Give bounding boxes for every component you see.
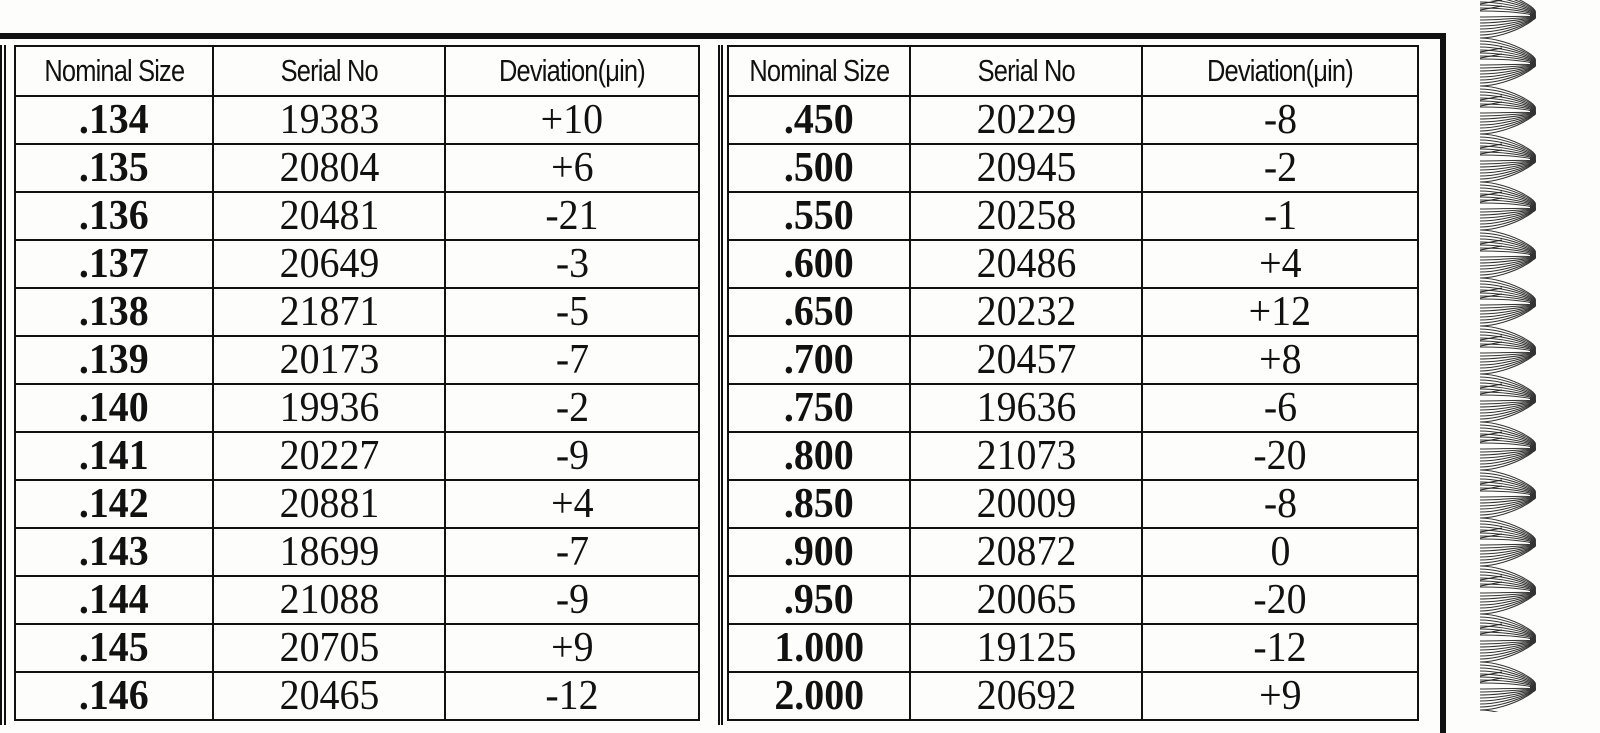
nominal-size-cell: .950: [728, 576, 910, 624]
serial-no-cell: 19125: [910, 624, 1142, 672]
deviation-cell: -3: [445, 240, 699, 288]
header-nominal-size: Nominal Size: [728, 46, 910, 96]
deviation-cell: -7: [445, 336, 699, 384]
header-deviation: Deviation(μin): [445, 46, 699, 96]
table-row: [728, 432, 1418, 480]
nominal-size-cell: .700: [728, 336, 910, 384]
table-row: [15, 144, 699, 192]
nominal-size-cell: .137: [15, 240, 213, 288]
table-row: [728, 288, 1418, 336]
serial-no-cell: 20804: [213, 144, 445, 192]
table-row: [728, 480, 1418, 528]
table-row: [15, 528, 699, 576]
header-nominal-size: Nominal Size: [15, 46, 213, 96]
guilloche-border-icon: [1480, 0, 1560, 712]
nominal-size-cell: .134: [15, 96, 213, 144]
nominal-size-cell: .900: [728, 528, 910, 576]
table-row: [728, 576, 1418, 624]
table-divider: [718, 45, 723, 725]
deviation-cell: -12: [445, 672, 699, 720]
serial-no-cell: 21088: [213, 576, 445, 624]
nominal-size-cell: .141: [15, 432, 213, 480]
nominal-size-cell: .500: [728, 144, 910, 192]
serial-no-cell: 20457: [910, 336, 1142, 384]
table-row: [15, 240, 699, 288]
table-row: [728, 384, 1418, 432]
nominal-size-cell: .850: [728, 480, 910, 528]
deviation-cell: -8: [1142, 96, 1418, 144]
serial-no-cell: 20065: [910, 576, 1142, 624]
nominal-size-cell: .136: [15, 192, 213, 240]
table-row: [15, 384, 699, 432]
serial-no-cell: 19636: [910, 384, 1142, 432]
table-row: [728, 624, 1418, 672]
left-table-edge: [0, 45, 6, 725]
deviation-cell: +8: [1142, 336, 1418, 384]
deviation-cell: +12: [1142, 288, 1418, 336]
serial-no-cell: 20705: [213, 624, 445, 672]
serial-no-cell: 21871: [213, 288, 445, 336]
table-row: [728, 336, 1418, 384]
table-row: [15, 576, 699, 624]
nominal-size-cell: 1.000: [728, 624, 910, 672]
nominal-size-cell: .146: [15, 672, 213, 720]
serial-no-cell: 19936: [213, 384, 445, 432]
nominal-size-cell: .800: [728, 432, 910, 480]
deviation-cell: -5: [445, 288, 699, 336]
nominal-size-cell: .145: [15, 624, 213, 672]
deviation-cell: -2: [445, 384, 699, 432]
left-gauge-table: [14, 45, 700, 721]
table-row: [15, 96, 699, 144]
nominal-size-cell: .650: [728, 288, 910, 336]
deviation-cell: +4: [445, 480, 699, 528]
serial-no-cell: 20872: [910, 528, 1142, 576]
nominal-size-cell: .135: [15, 144, 213, 192]
table-row: [15, 432, 699, 480]
deviation-cell: +6: [445, 144, 699, 192]
nominal-size-cell: .144: [15, 576, 213, 624]
nominal-size-cell: .142: [15, 480, 213, 528]
table-header-row: [15, 46, 699, 96]
table-row: [15, 672, 699, 720]
deviation-cell: +4: [1142, 240, 1418, 288]
serial-no-cell: 20881: [213, 480, 445, 528]
deviation-cell: -7: [445, 528, 699, 576]
serial-no-cell: 20009: [910, 480, 1142, 528]
serial-no-cell: 20481: [213, 192, 445, 240]
table-row: [728, 672, 1418, 720]
deviation-cell: -21: [445, 192, 699, 240]
table-row: [728, 240, 1418, 288]
table-row: [15, 480, 699, 528]
serial-no-cell: 20465: [213, 672, 445, 720]
right-gauge-table: [727, 45, 1419, 721]
table-row: [728, 96, 1418, 144]
table-row: [728, 192, 1418, 240]
table-row: [15, 336, 699, 384]
serial-no-cell: 20649: [213, 240, 445, 288]
serial-no-cell: 20258: [910, 192, 1142, 240]
deviation-cell: -9: [445, 576, 699, 624]
table-header-row: [728, 46, 1418, 96]
table-row: [728, 144, 1418, 192]
nominal-size-cell: .450: [728, 96, 910, 144]
header-serial-no: Serial No: [910, 46, 1142, 96]
deviation-cell: +9: [445, 624, 699, 672]
nominal-size-cell: .139: [15, 336, 213, 384]
deviation-cell: -20: [1142, 432, 1418, 480]
deviation-cell: -1: [1142, 192, 1418, 240]
nominal-size-cell: .140: [15, 384, 213, 432]
nominal-size-cell: .143: [15, 528, 213, 576]
serial-no-cell: 18699: [213, 528, 445, 576]
table-row: [15, 288, 699, 336]
serial-no-cell: 20229: [910, 96, 1142, 144]
header-deviation: Deviation(μin): [1142, 46, 1418, 96]
deviation-cell: -12: [1142, 624, 1418, 672]
nominal-size-cell: .138: [15, 288, 213, 336]
serial-no-cell: 19383: [213, 96, 445, 144]
deviation-cell: -9: [445, 432, 699, 480]
header-serial-no: Serial No: [213, 46, 445, 96]
table-row: [15, 192, 699, 240]
serial-no-cell: 20945: [910, 144, 1142, 192]
deviation-cell: 0: [1142, 528, 1418, 576]
nominal-size-cell: .750: [728, 384, 910, 432]
serial-no-cell: 20227: [213, 432, 445, 480]
deviation-cell: +9: [1142, 672, 1418, 720]
serial-no-cell: 20692: [910, 672, 1142, 720]
serial-no-cell: 20232: [910, 288, 1142, 336]
table-row: [15, 624, 699, 672]
deviation-cell: -20: [1142, 576, 1418, 624]
serial-no-cell: 21073: [910, 432, 1142, 480]
serial-no-cell: 20486: [910, 240, 1142, 288]
serial-no-cell: 20173: [213, 336, 445, 384]
nominal-size-cell: 2.000: [728, 672, 910, 720]
nominal-size-cell: .600: [728, 240, 910, 288]
table-row: [728, 528, 1418, 576]
deviation-cell: -2: [1142, 144, 1418, 192]
deviation-cell: -6: [1142, 384, 1418, 432]
deviation-cell: -8: [1142, 480, 1418, 528]
deviation-cell: +10: [445, 96, 699, 144]
nominal-size-cell: .550: [728, 192, 910, 240]
